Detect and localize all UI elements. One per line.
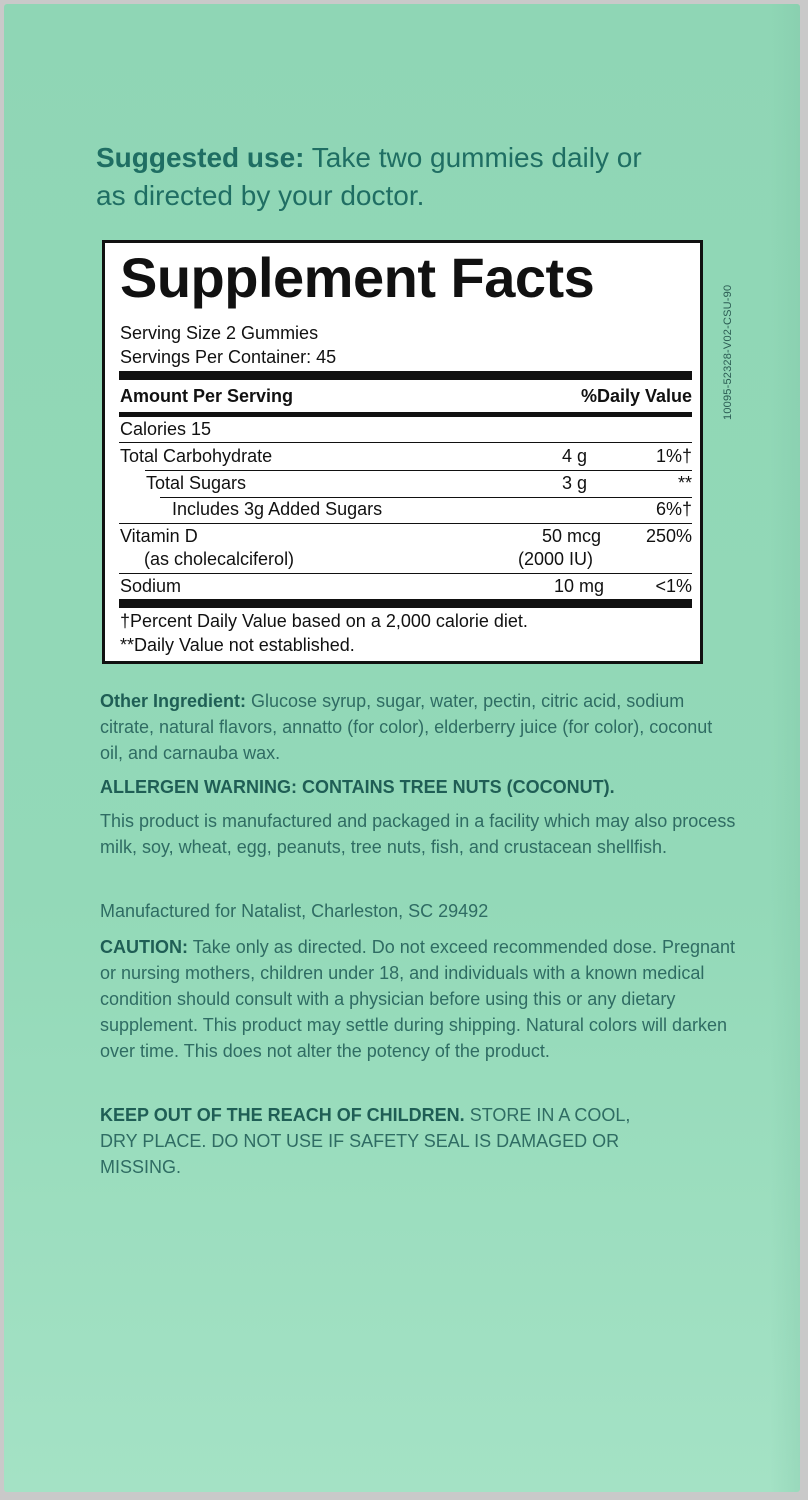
divider-line	[160, 497, 692, 498]
divider-line	[119, 442, 692, 443]
facts-row	[120, 446, 692, 470]
manufacturer: Manufactured for Natalist, Charleston, SC 29492	[100, 901, 489, 921]
row-dv: <1%	[655, 576, 692, 596]
facts-row	[120, 526, 692, 550]
calories-row	[120, 419, 692, 443]
serving-size: Serving Size 2 Gummies	[120, 323, 319, 343]
caution-text: Take only as directed. Do not exceed recommended dose. Pregnant or nursing mothers, children under 18, and individuals with a known medical condition should consult with a physician before using this or any dietary supplement. This product may settle during shipping. Natural colors will darken over time. This does not alter the potency of the product.	[100, 937, 736, 1061]
keep-out	[100, 1102, 640, 1180]
row-name: Total Sugars	[146, 473, 247, 493]
divider-medium	[119, 412, 692, 417]
caution	[100, 934, 740, 1064]
header-dv: %Daily Value	[580, 386, 692, 406]
row-amount: (2000 IU)	[518, 549, 594, 569]
row-dv: 1%†	[655, 446, 692, 466]
row-name: Sodium	[120, 576, 182, 596]
footnote-not-established: **Daily Value not established.	[120, 635, 355, 655]
row-name: Vitamin D	[120, 526, 198, 546]
box-edge-shade	[770, 4, 800, 1492]
calories: Calories 15	[120, 419, 212, 439]
divider-line	[119, 523, 692, 524]
ingredients-label: Other Ingredient:	[100, 691, 247, 711]
row-dv: 250%	[645, 526, 692, 546]
side-code: 10095-52328-V02-CSU-90	[722, 284, 734, 420]
row-amount: 10 mg	[554, 576, 605, 596]
header-amount: Amount Per Serving	[120, 386, 294, 406]
facts-row	[120, 473, 692, 497]
facts-title: Supplement Facts	[120, 246, 595, 309]
divider-line	[145, 470, 692, 471]
divider-thick	[119, 599, 692, 608]
suggested-use-label: Suggested use:	[96, 142, 305, 173]
facts-row	[120, 549, 692, 573]
divider-line	[119, 573, 692, 574]
row-amount: 50 mcg	[542, 526, 602, 546]
allergen-warning-text: ALLERGEN WARNING: CONTAINS TREE NUTS (COCONUT).	[100, 777, 615, 797]
divider-thick	[119, 371, 692, 380]
caution-label: CAUTION:	[100, 937, 188, 957]
row-amount: 3 g	[562, 473, 588, 493]
allergen-warning	[100, 774, 740, 800]
ingredients-text: Glucose syrup, sugar, water, pectin, citric acid, sodium citrate, natural flavors, annatto (for color), elderberry juice (for color), coconut oil, and carnauba wax.	[100, 691, 713, 763]
footnote-dv: †Percent Daily Value based on a 2,000 calorie diet.	[120, 611, 528, 631]
row-amount: 4 g	[562, 446, 588, 466]
keep-out-label: KEEP OUT OF THE REACH OF CHILDREN.	[100, 1105, 465, 1125]
suggested-use-text: Take two gummies daily or as directed by your doctor.	[96, 142, 642, 211]
row-name: (as cholecalciferol)	[144, 549, 295, 569]
other-ingredients	[100, 688, 740, 766]
row-name: Total Carbohydrate	[120, 446, 273, 466]
facility-text: This product is manufactured and packaged in a facility which may also process milk, soy, wheat, egg, peanuts, tree nuts, fish, and crustacean shellfish.	[100, 811, 736, 857]
facts-row	[120, 576, 692, 600]
keep-out-text: STORE IN A COOL, DRY PLACE. DO NOT USE IF SAFETY SEAL IS DAMAGED OR MISSING.	[100, 1105, 631, 1177]
suggested-use	[96, 139, 656, 215]
product-box-panel	[4, 4, 800, 1492]
row-name: Includes 3g Added Sugars	[172, 499, 383, 519]
facts-row	[120, 499, 692, 523]
row-dv: **	[677, 473, 692, 493]
servings-per-container: Servings Per Container: 45	[120, 347, 337, 367]
facts-header-row	[120, 386, 692, 410]
row-dv: 6%†	[655, 499, 692, 519]
supplement-facts-panel	[102, 240, 703, 664]
